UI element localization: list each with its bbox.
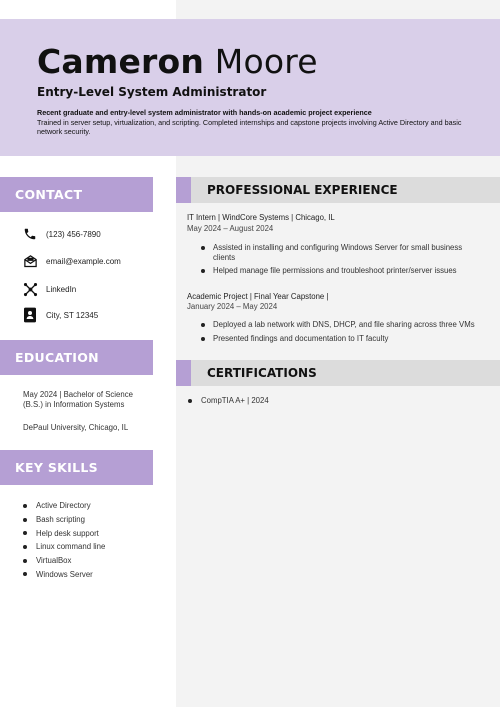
- list-item: [201, 243, 486, 263]
- linkedin-link[interactable]: LinkedIn: [46, 284, 77, 294]
- education-degree: May 2024 | Bachelor of Science (B.S.) in Information Systems: [23, 390, 133, 409]
- email-link[interactable]: email@example.com: [46, 256, 121, 266]
- list-item: [201, 334, 486, 344]
- bullet-text: Presented findings and documentation to IT faculty: [213, 334, 389, 343]
- certification-text: CompTIA A+ | 2024: [201, 396, 269, 405]
- list-item: [23, 567, 105, 581]
- contact-linkedin: [22, 281, 76, 297]
- contact-heading: CONTACT: [0, 177, 153, 212]
- experience-heading-text: PROFESSIONAL EXPERIENCE: [207, 183, 398, 197]
- skill-text: Bash scripting: [36, 515, 85, 525]
- list-item: [23, 513, 105, 527]
- job-dates: May 2024 – August 2024: [187, 224, 274, 233]
- list-item: [23, 554, 105, 568]
- skills-heading: KEY SKILLS: [0, 450, 153, 485]
- list-item: [23, 526, 105, 540]
- skills-list: [23, 499, 105, 581]
- envelope-icon: [22, 253, 38, 269]
- list-item: [201, 320, 486, 330]
- experience-heading: [176, 177, 500, 203]
- contact-location: [22, 307, 98, 323]
- contact-phone: [22, 226, 101, 242]
- network-icon: [22, 281, 38, 297]
- education-school: DePaul University, Chicago, IL: [23, 423, 129, 432]
- candidate-name: [37, 42, 318, 81]
- job-title-line: Academic Project | Final Year Capstone |: [187, 292, 329, 301]
- skill-text: Windows Server: [36, 569, 93, 579]
- id-card-icon: [22, 307, 38, 323]
- job-title: Entry-Level System Administrator: [37, 85, 267, 99]
- location-text: City, ST 12345: [46, 310, 99, 320]
- skill-text: Active Directory: [36, 501, 91, 511]
- skill-text: Linux command line: [36, 542, 106, 552]
- job-title-line: IT Intern | WindCore Systems | Chicago, IL: [187, 213, 335, 222]
- list-item: [23, 499, 105, 513]
- phone-text: (123) 456-7890: [46, 229, 101, 239]
- list-item: [188, 396, 269, 405]
- list-item: [201, 266, 486, 276]
- certifications-heading-text: CERTIFICATIONS: [207, 366, 317, 380]
- contact-email: [22, 253, 121, 269]
- skill-text: VirtualBox: [36, 556, 72, 566]
- skill-text: Help desk support: [36, 528, 99, 538]
- bullet-text: Assisted in installing and configuring Windows Server for small business clients: [213, 243, 463, 262]
- summary: [37, 108, 467, 137]
- phone-icon: [22, 226, 38, 242]
- bullet-text: Helped manage file permissions and troubleshoot printer/server issues: [213, 266, 457, 275]
- summary-headline: Recent graduate and entry-level system administrator with hands-on academic project experience: [37, 108, 372, 117]
- summary-text: Trained in server setup, virtualization, and scripting. Completed internships and capstone projects involving Active Directory and basic network security.: [37, 117, 462, 136]
- last-name: Moore: [214, 42, 318, 81]
- first-name: Cameron: [37, 42, 205, 81]
- education-heading: EDUCATION: [0, 340, 153, 375]
- certifications-heading: [176, 360, 500, 386]
- bullet-text: Deployed a lab network with DNS, DHCP, and file sharing across three VMs: [213, 320, 475, 329]
- job-dates: January 2024 – May 2024: [187, 302, 278, 311]
- list-item: [23, 540, 105, 554]
